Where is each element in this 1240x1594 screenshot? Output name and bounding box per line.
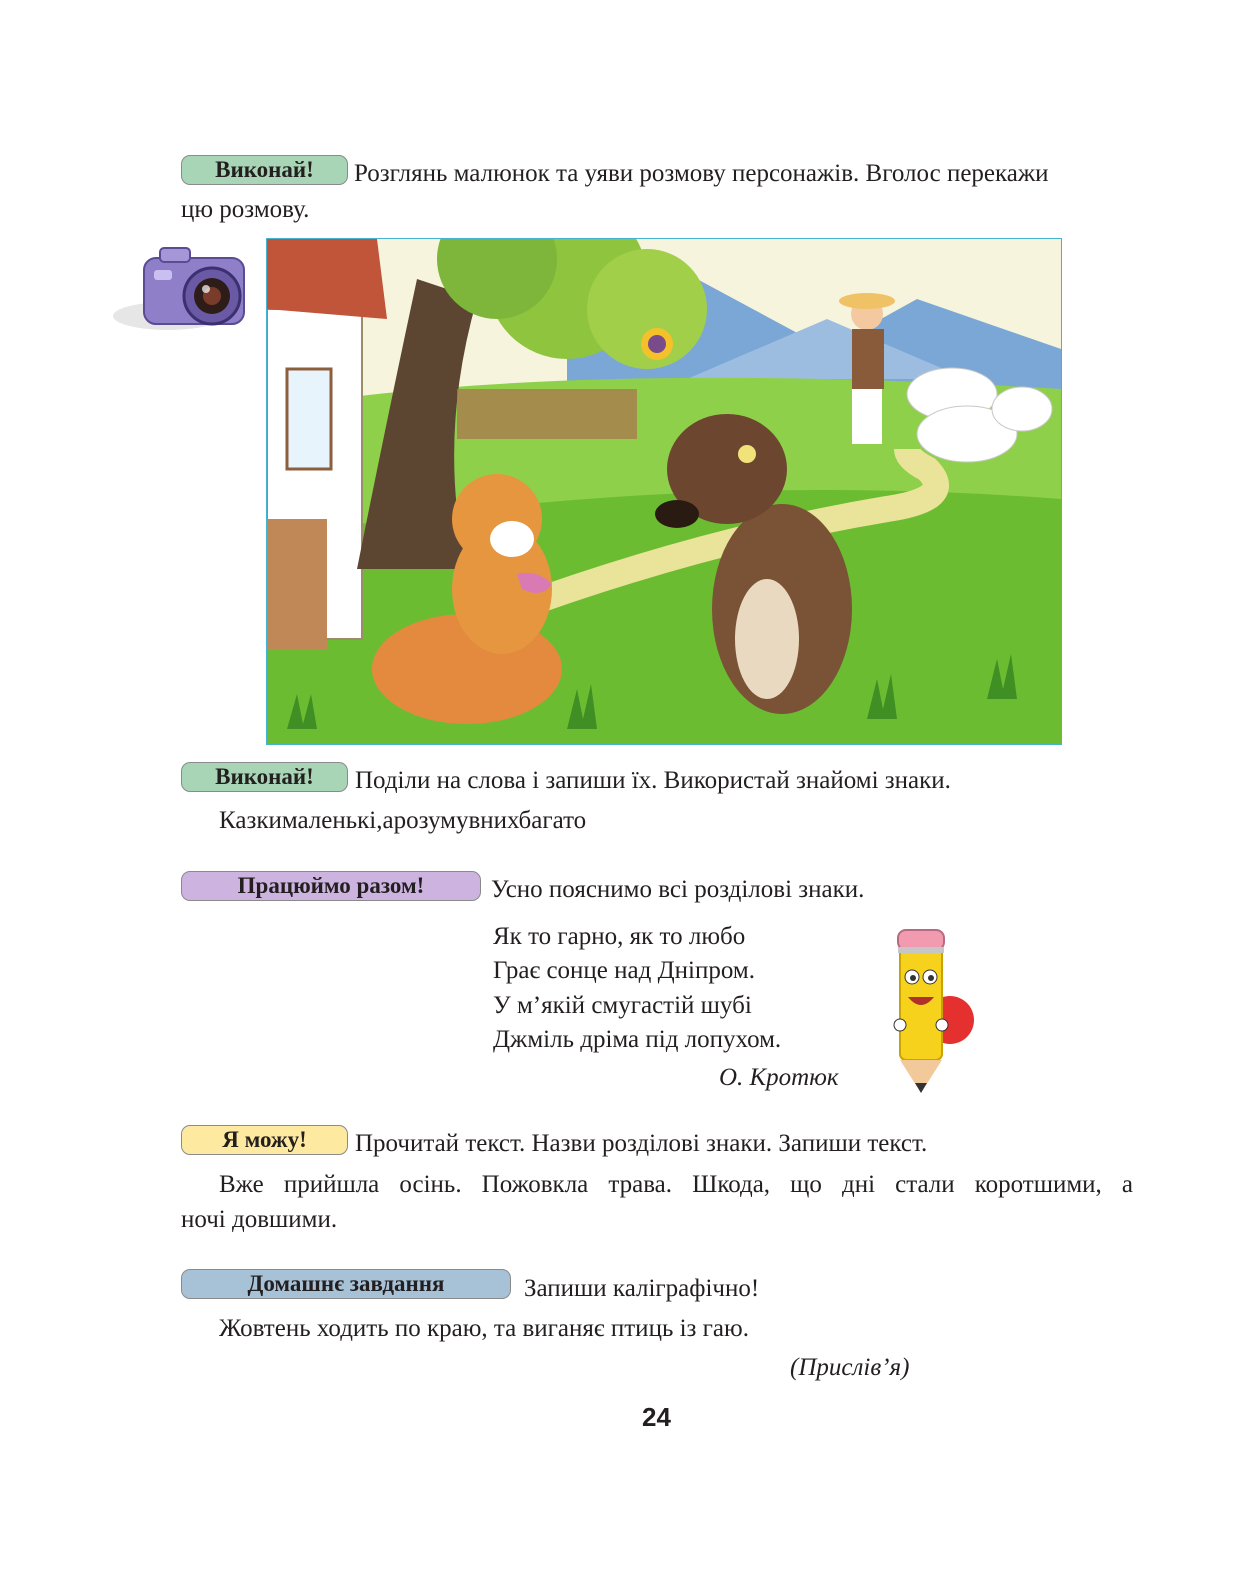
task-3-instruction: Усно пояснимо всі розділові знаки.	[491, 876, 865, 903]
task-badge-label: Домашнє завдання	[247, 1271, 445, 1296]
task-4-paragraph-cont: ночі довшими.	[181, 1206, 338, 1233]
task-4-instruction: Прочитай текст. Назви розділові знаки. Запиши текст.	[355, 1130, 928, 1157]
poem-line: У м’якій смугастій шубі	[493, 992, 752, 1019]
task-4-paragraph: Вже прийшла осінь. Пожовкла трава. Шкода, що дні стали коротшими, а	[219, 1171, 1133, 1198]
poem-line: Грає сонце над Дніпром.	[493, 957, 755, 984]
task-1-instruction-cont: цю розмову.	[181, 196, 310, 223]
task-badge-label: Працюймо разом!	[237, 873, 425, 898]
task-badge-together	[181, 871, 481, 901]
task-2-exercise: Казкималенькі,арозумувнихбагато	[219, 807, 587, 834]
task-5-instruction: Запиши каліграфічно!	[524, 1275, 760, 1302]
task-badge-label: Я можу!	[222, 1127, 307, 1152]
task-badge-label: Виконай!	[215, 157, 314, 182]
pencil-mascot-icon	[890, 925, 980, 1095]
task-badge-do-1	[181, 155, 348, 185]
task-badge-homework	[181, 1269, 511, 1299]
task-1-instruction: Розглянь малюнок та уяви розмову персонажів. Вголос перекажи	[354, 160, 1049, 187]
task-5-proverb: Жовтень ходить по краю, та виганяє птиць із гаю.	[219, 1315, 749, 1342]
task-badge-i-can	[181, 1125, 348, 1155]
poem-author: О. Кротюк	[719, 1064, 839, 1091]
task-2-instruction: Поділи на слова і запиши їх. Використай знайомі знаки.	[355, 767, 951, 794]
task-badge-do-2	[181, 762, 348, 792]
task-5-source: (Прислів’я)	[790, 1354, 910, 1381]
story-illustration	[266, 238, 1062, 745]
poem-line: Джміль дріма під лопухом.	[493, 1026, 782, 1053]
camera-icon	[108, 236, 250, 336]
page-number: 24	[642, 1402, 671, 1432]
task-badge-label: Виконай!	[215, 764, 314, 789]
poem-line: Як то гарно, як то любо	[493, 923, 746, 950]
